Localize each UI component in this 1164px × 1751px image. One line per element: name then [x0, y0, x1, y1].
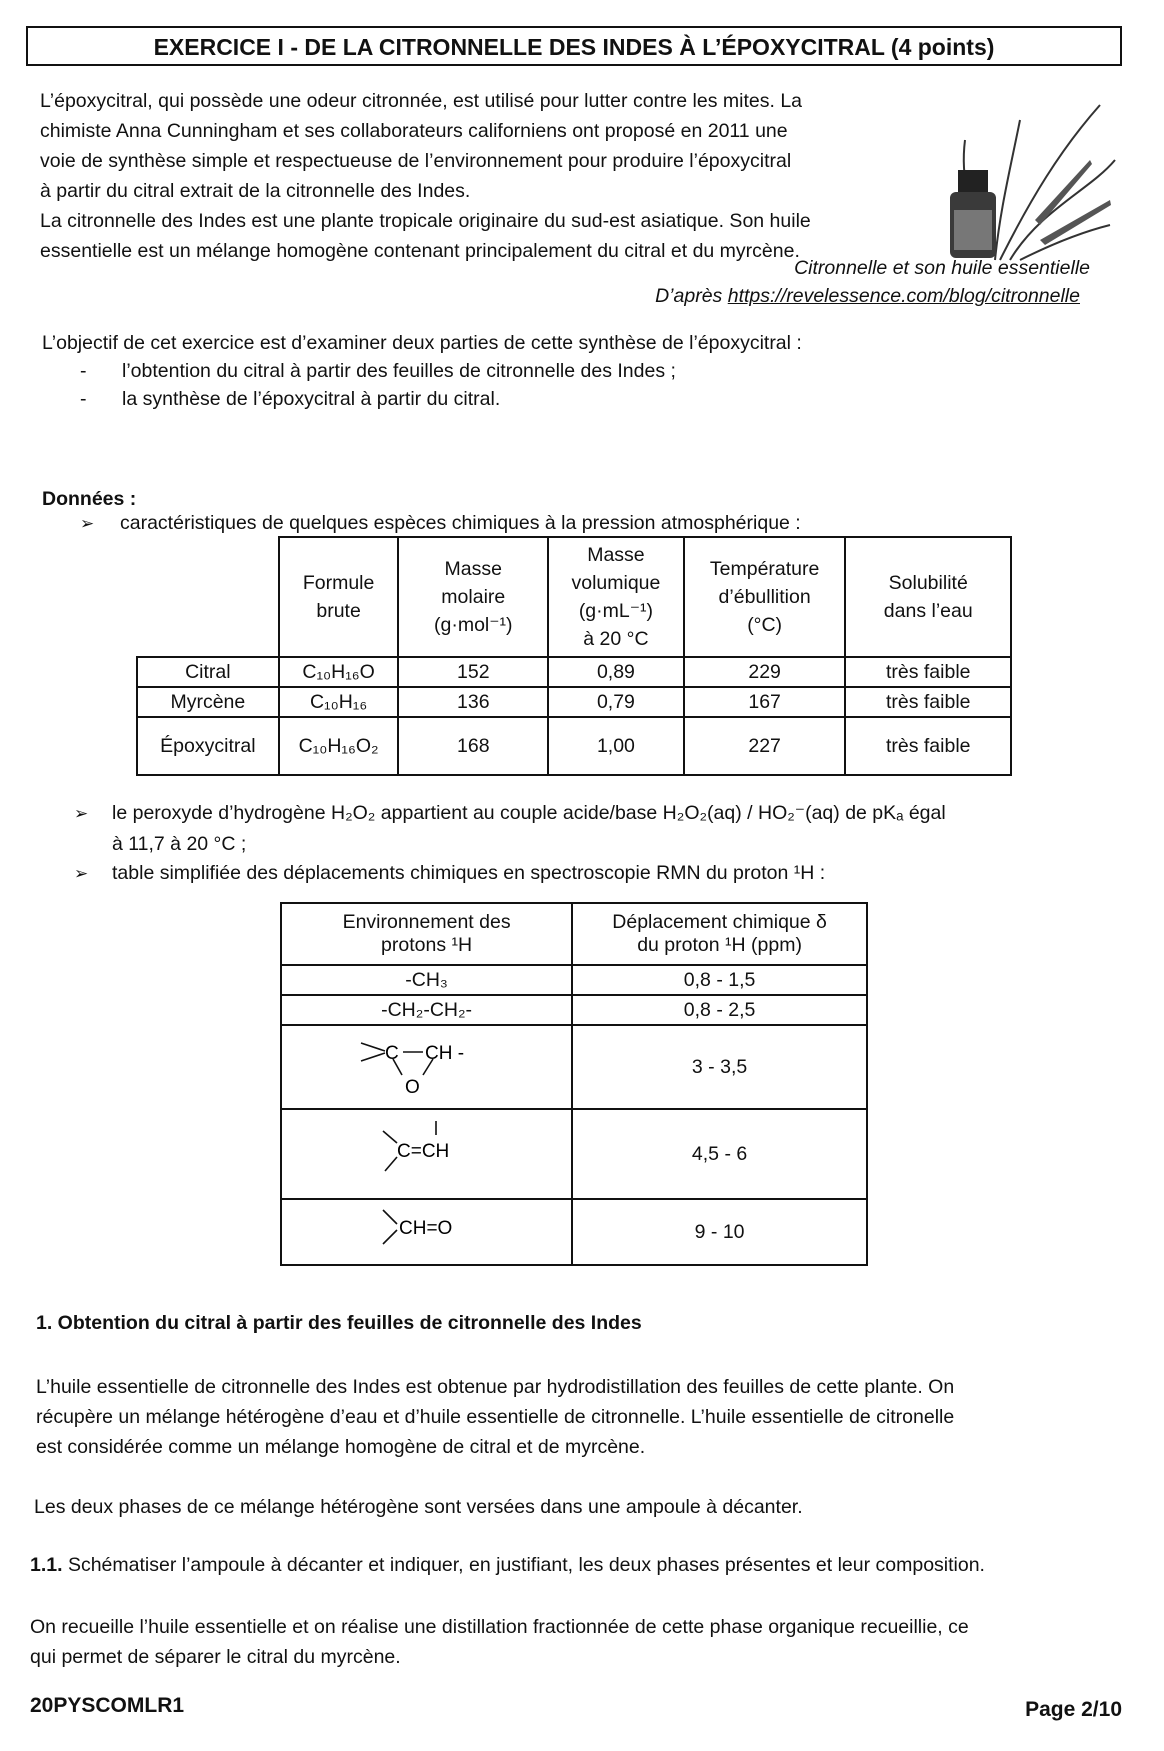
cell-solubility: très faible: [845, 657, 1011, 687]
header-boiling: Température d’ébullition (°C): [684, 537, 846, 657]
table-row: [281, 995, 867, 1025]
atom-ch: CH -: [424, 1043, 464, 1064]
atom-o: O: [404, 1077, 420, 1098]
header-solubility: Solubilité dans l’eau: [845, 537, 1011, 657]
objective-item: - la synthèse de l’époxycitral à partir du citral.: [80, 388, 501, 410]
header-environment: Environnement des protons ¹H: [281, 903, 572, 965]
data-item-text: le peroxyde d’hydrogène H₂O₂ appartient au couple acide/base H₂O₂(aq) / HO₂⁻(aq) de pKₐ égal: [112, 802, 946, 824]
cell-name: Époxycitral: [137, 717, 279, 775]
objective-item-text: l’obtention du citral à partir des feuilles de citronnelle des Indes ;: [122, 360, 676, 382]
alkene-label: C=CH: [396, 1141, 449, 1162]
cell-shift: 0,8 - 2,5: [572, 995, 867, 1025]
cell-molar: 136: [398, 687, 548, 717]
cell-environment: -CH₂-CH₂-: [281, 995, 572, 1025]
cell-boiling: 227: [684, 717, 846, 775]
objective-text: L’objectif de cet exercice est d’examiner deux parties de cette synthèse de l’époxycitral :: [42, 332, 802, 354]
data-item-text: table simplifiée des déplacements chimiques en spectroscopie RMN du proton ¹H :: [112, 862, 826, 884]
cell-molar: 168: [398, 717, 548, 775]
question-text: Schématiser l’ampoule à décanter et indiquer, en justifiant, les deux phases présentes et leur composition.: [62, 1554, 985, 1576]
aldehyde-label: CH=O: [398, 1218, 452, 1239]
cell-solubility: très faible: [845, 717, 1011, 775]
species-table: [136, 536, 1012, 776]
table-corner: [137, 537, 279, 657]
header-molar-mass: Masse molaire (g·mol⁻¹): [398, 537, 548, 657]
section1-decant-text: Les deux phases de ce mélange hétérogène sont versées dans une ampoule à décanter.: [34, 1496, 803, 1518]
epoxide-structure-icon: [347, 1029, 507, 1099]
section1-title: 1. Obtention du citral à partir des feuilles de citronnelle des Indes: [36, 1312, 642, 1334]
cell-density: 0,79: [548, 687, 684, 717]
intro-line: L’époxycitral, qui possède une odeur citronnée, est utilisé pour lutter contre les mites. La: [40, 90, 803, 112]
cell-boiling: 229: [684, 657, 846, 687]
paragraph-line: récupère un mélange hétérogène d’eau et d’huile essentielle de citronnelle. L’huile essentielle de citronelle: [36, 1406, 955, 1428]
intro-line: essentielle est un mélange homogène contenant principalement du citral et du myrcène.: [40, 240, 800, 262]
objective-item: - l’obtention du citral à partir des feuilles de citronnelle des Indes ;: [80, 360, 676, 382]
cell-density: 1,00: [548, 717, 684, 775]
atom-c: C: [384, 1043, 399, 1064]
table-row: [281, 1199, 867, 1265]
cell-molar: 152: [398, 657, 548, 687]
cell-formula: C₁₀H₁₆: [279, 687, 399, 717]
cell-formula: C₁₀H₁₆O: [279, 657, 399, 687]
cell-solubility: très faible: [845, 687, 1011, 717]
source-link[interactable]: https://revelessence.com/blog/citronnelle: [727, 285, 1080, 307]
table-row: [281, 965, 867, 995]
intro-line: chimiste Anna Cunningham et ses collaborateurs californiens ont proposé en 2011 une: [40, 120, 788, 142]
nmr-table: [280, 902, 868, 1266]
intro-line: La citronnelle des Indes est une plante tropicale originaire du sud-est asiatique. Son huile: [40, 210, 811, 232]
section1-paragraph: [36, 1372, 1126, 1462]
cell-shift: 9 - 10: [572, 1199, 867, 1265]
data-item-nmr: [74, 858, 825, 889]
source-line: [560, 282, 1080, 310]
arrow-bullet-icon: ➢: [80, 514, 95, 533]
objective-item-text: la synthèse de l’époxycitral à partir du citral.: [122, 388, 501, 410]
section1-distillation: [30, 1612, 1130, 1672]
cell-environment: -CH₃: [281, 965, 572, 995]
aldehyde-structure-icon: [367, 1200, 487, 1258]
table-row: [137, 657, 1011, 687]
question-1-1: [30, 1550, 1140, 1580]
footer-code: 20PYSCOMLR1: [30, 1694, 185, 1717]
cell-shift: 4,5 - 6: [572, 1109, 867, 1199]
citronnelle-oil-image: [940, 100, 1120, 280]
image-caption: Citronnelle et son huile essentielle: [794, 257, 1090, 279]
alkene-structure-icon: [367, 1113, 487, 1189]
cell-environment: [281, 1025, 572, 1109]
cell-name: Myrcène: [137, 687, 279, 717]
data-item-characteristics: [80, 512, 801, 535]
intro-paragraph: [40, 86, 930, 266]
cell-density: 0,89: [548, 657, 684, 687]
source-prefix: D’après: [655, 285, 728, 307]
exercise-title: EXERCICE I - DE LA CITRONNELLE DES INDES À L’ÉPOXYCITRAL (4 points): [26, 26, 1122, 66]
cell-shift: 0,8 - 1,5: [572, 965, 867, 995]
header-shift: Déplacement chimique δ du proton ¹H (ppm): [572, 903, 867, 965]
arrow-bullet-icon: ➢: [74, 804, 89, 823]
paragraph-line: L’huile essentielle de citronnelle des Indes est obtenue par hydrodistillation des feuilles de cette plante. On: [36, 1376, 955, 1398]
data-item-text: à 11,7 à 20 °C ;: [112, 833, 247, 855]
intro-line: voie de synthèse simple et respectueuse de l’environnement pour produire l’époxycitral: [40, 150, 792, 172]
intro-line: à partir du citral extrait de la citronnelle des Indes.: [40, 180, 471, 202]
paragraph-line: est considérée comme un mélange homogène de citral et de myrcène.: [36, 1436, 646, 1458]
paragraph-line: On recueille l’huile essentielle et on réalise une distillation fractionnée de cette phase organique recueillie, ce: [30, 1616, 969, 1638]
cell-environment: [281, 1109, 572, 1199]
header-formula: Formule brute: [279, 537, 399, 657]
cell-name: Citral: [137, 657, 279, 687]
arrow-bullet-icon: ➢: [74, 864, 89, 883]
cell-environment: [281, 1199, 572, 1265]
data-item-text: caractéristiques de quelques espèces chimiques à la pression atmosphérique :: [120, 512, 801, 534]
data-item-peroxide: [74, 798, 946, 859]
data-heading: Données :: [42, 488, 137, 510]
cell-formula: C₁₀H₁₆O₂: [279, 717, 399, 775]
question-number: 1.1.: [30, 1554, 63, 1576]
footer-page: Page 2/10: [1025, 1698, 1122, 1721]
table-row: [281, 1025, 867, 1109]
header-density: Masse volumique (g·mL⁻¹) à 20 °C: [548, 537, 684, 657]
table-row: [137, 687, 1011, 717]
cell-shift: 3 - 3,5: [572, 1025, 867, 1109]
cell-boiling: 167: [684, 687, 846, 717]
table-row: [281, 1109, 867, 1199]
paragraph-line: qui permet de séparer le citral du myrcène.: [30, 1646, 401, 1668]
table-row: [137, 717, 1011, 775]
